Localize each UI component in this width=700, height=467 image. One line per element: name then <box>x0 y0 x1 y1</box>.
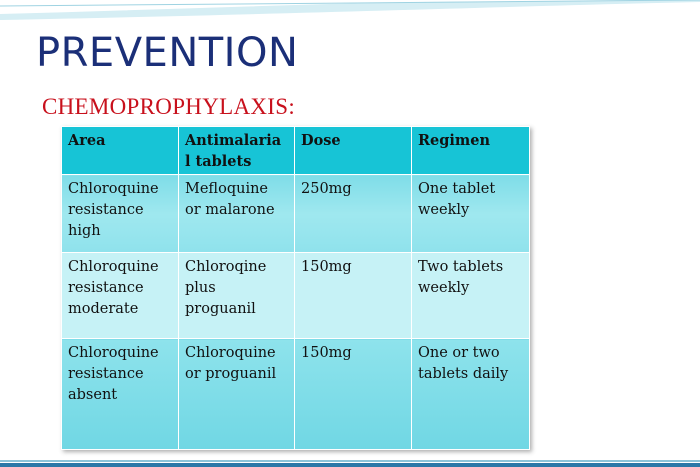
slide-subtitle: CHEMOPROPHYLAXIS: <box>42 94 296 119</box>
header-antimalarial-tablets: Antimalaria l tablets <box>179 127 295 175</box>
bottom-rule <box>0 463 700 467</box>
slide-title: PREVENTION <box>36 30 299 76</box>
cell-regimen: One tablet weekly <box>412 175 530 253</box>
cell-tablets: Mefloquine or malarone <box>179 175 295 253</box>
cell-tablets: Chloroqine plus proguanil <box>179 253 295 339</box>
cell-tablets: Chloroquine or proguanil <box>179 339 295 450</box>
cell-regimen: One or two tablets daily <box>412 339 530 450</box>
table-row <box>62 339 530 450</box>
chemoprophylaxis-table <box>61 126 530 450</box>
cell-regimen: Two tablets weekly <box>412 253 530 339</box>
header-regimen: Regimen <box>412 127 530 175</box>
cell-area: Chloroquine resistance moderate <box>62 253 179 339</box>
cell-dose: 150mg <box>295 339 412 450</box>
table-header-row <box>62 127 530 175</box>
table-row <box>62 175 530 253</box>
cell-dose: 250mg <box>295 175 412 253</box>
cell-dose: 150mg <box>295 253 412 339</box>
top-decoration <box>0 0 700 30</box>
cell-area: Chloroquine resistance high <box>62 175 179 253</box>
cell-area: Chloroquine resistance absent <box>62 339 179 450</box>
table-row <box>62 253 530 339</box>
header-area: Area <box>62 127 179 175</box>
header-dose: Dose <box>295 127 412 175</box>
